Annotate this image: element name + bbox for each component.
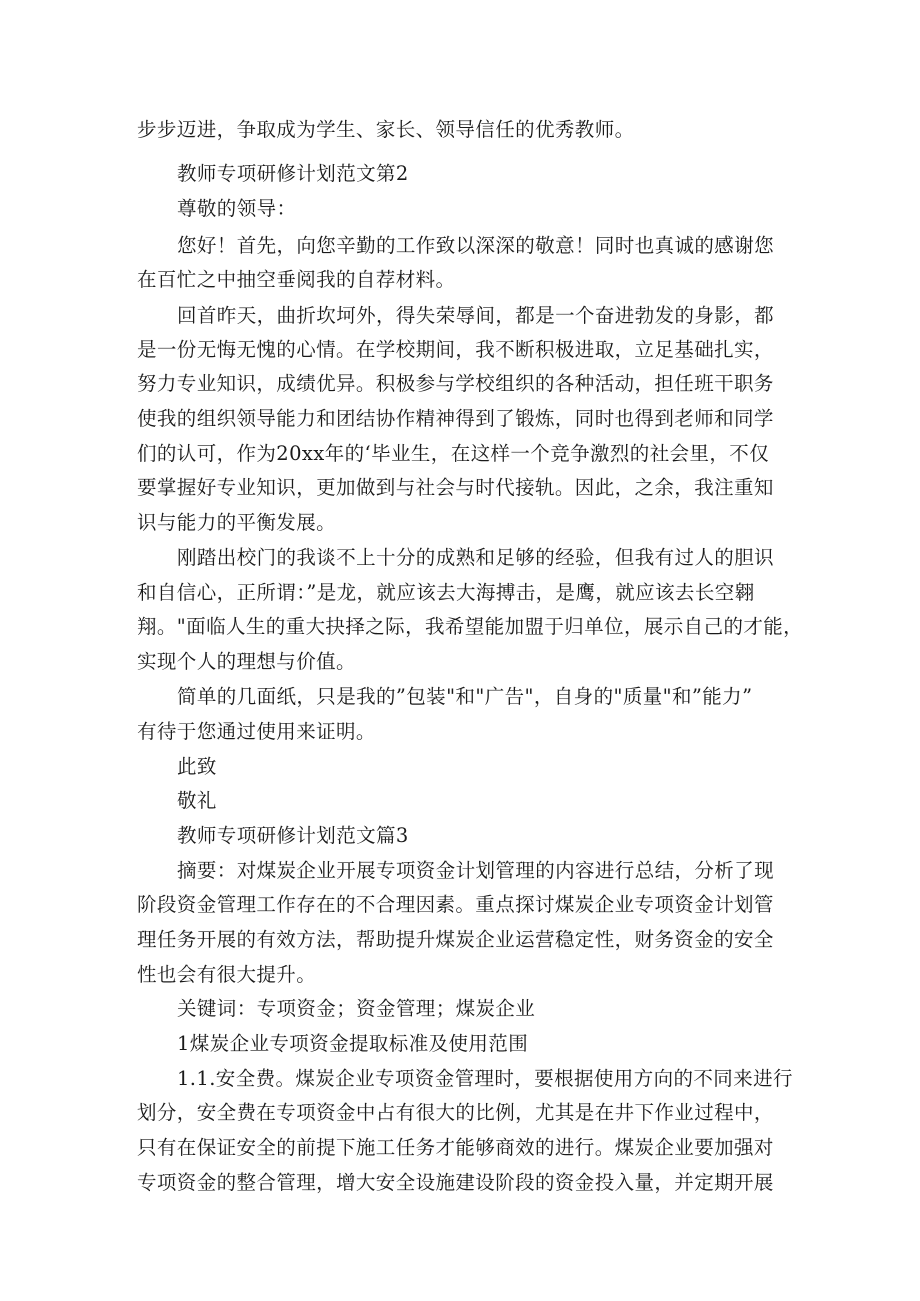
text-line: 努力专业知识，成绩优异。积极参与学校组织的各种活动，担任班干职务 [137,372,774,395]
text-line: 实现个人的理想与价值。 [137,650,356,673]
text-line: 摘要：对煤炭企业开展专项资金计划管理的内容进行总结，分析了现 [177,859,775,882]
closing-line: 敬礼 [177,789,217,812]
closing-line: 此致 [177,755,217,778]
text-line: 专项资金的整合管理，增大安全设施建设阶段的资金投入量，并定期开展 [137,1171,774,1194]
text-line: 划分，安全费在专项资金中占有很大的比例，尤其是在井下作业过程中， [137,1101,774,1124]
text-line: 1.1.安全费。煤炭企业专项资金管理时，要根据使用方向的不同来进行 [177,1067,793,1090]
text-line: 只有在保证安全的前提下施工任务才能够商效的进行。煤炭企业要加强对 [137,1136,774,1159]
text-line: 识与能力的平衡发展。 [137,511,337,534]
text-line: 在百忙之中抽空垂阅我的自荐材料。 [137,268,456,291]
text-line: 和自信心，正所谓：”是龙，就应该去大海搏击，是鹰，就应该去长空翱 [137,581,755,604]
keywords-line: 关键词：专项资金；资金管理；煤炭企业 [177,997,536,1020]
section-heading: 教师专项研修计划范文篇3 [177,824,409,847]
text-line: 要掌握好专业知识，更加做到与社会与时代接轨。因此，之余，我注重知 [137,476,774,499]
text-line: 阶段资金管理工作存在的不合理因素。重点探讨煤炭企业专项资金计划管 [137,893,774,916]
text-line: 是一份无悔无愧的心情。在学校期间，我不断积极进取，立足基础扎实， [137,338,774,361]
text-line: 使我的组织领导能力和团结协作精神得到了锻炼，同时也得到老师和同学 [137,407,774,430]
text-line: 翔。"面临人生的重大抉择之际，我希望能加盟于归单位，展示自己的才能， [137,615,804,638]
section-heading: 教师专项研修计划范文第2 [177,162,409,185]
text-line: 简单的几面纸，只是我的”包装"和"广告"，自身的"质量"和”能力” [177,685,753,708]
salutation: 尊敬的领导： [177,197,297,220]
subsection-heading: 1煤炭企业专项资金提取标准及使用范围 [177,1032,529,1055]
text-line: 理任务开展的有效方法，帮助提升煤炭企业运营稳定性，财务资金的安全 [137,928,774,951]
text-line: 们的认可，作为20xx年的‘毕业生，在这样一个竞争激烈的社会里，不仅 [137,442,770,465]
text-line: 回首昨天，曲折坎坷外，得失荣辱间，都是一个奋进勃发的身影，都 [177,304,775,327]
text-line: 性也会有很大提升。 [137,963,317,986]
text-line: 您好！首先，向您辛勤的工作致以深深的敬意！同时也真诚的感谢您 [177,234,775,257]
text-line: 刚踏出校门的我谈不上十分的成熟和足够的经验，但我有过人的胆识 [177,546,775,569]
text-line: 有待于您通过使用来证明。 [137,720,376,743]
text-line: 步步迈进，争取成为学生、家长、领导信任的优秀教师。 [137,118,635,141]
